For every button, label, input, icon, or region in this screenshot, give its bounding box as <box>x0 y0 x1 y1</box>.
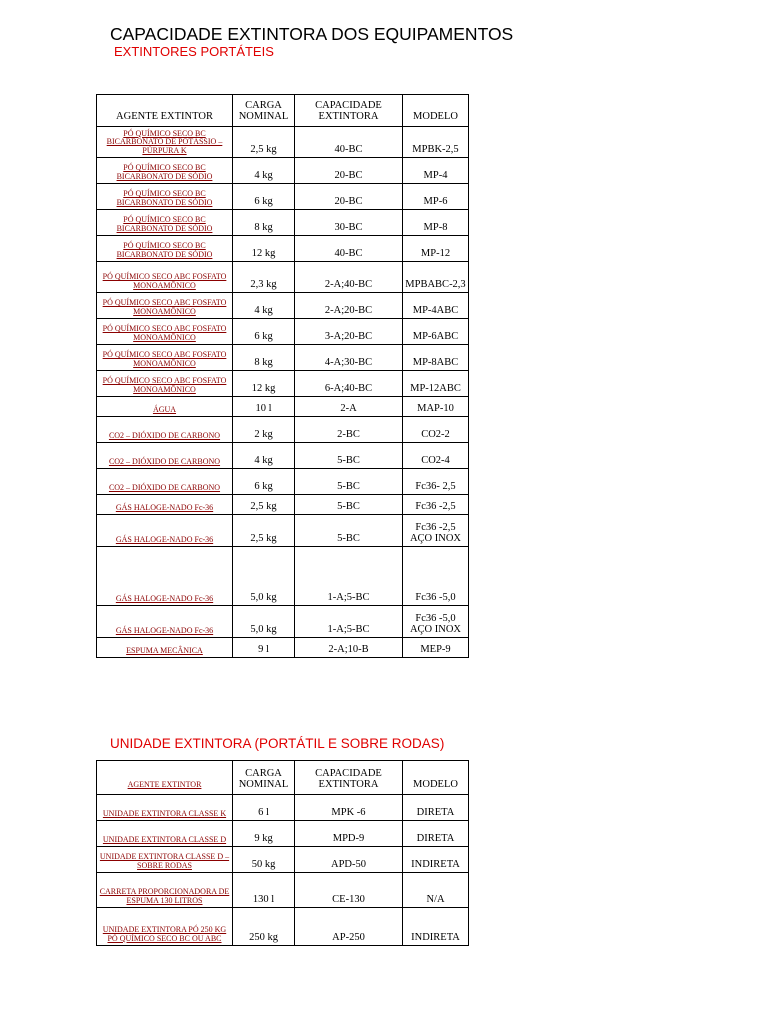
portable-extinguishers-table <box>96 94 469 658</box>
capacidade-cell: 5-BC <box>295 469 403 495</box>
capacidade-cell: 2-A;20-BC <box>295 293 403 319</box>
carga-cell: 5,0 kg <box>233 606 295 638</box>
modelo-cell: CO2-4 <box>403 443 469 469</box>
modelo-cell: MEP-9 <box>403 638 469 658</box>
capacidade-cell: 4-A;30-BC <box>295 345 403 371</box>
agent-cell[interactable]: ÁGUA <box>97 397 233 417</box>
capacidade-cell: 5-BC <box>295 495 403 515</box>
table-row <box>97 638 469 658</box>
agent-cell[interactable]: PÓ QUÍMICO SECO BC BICARBONATO DE SÓDIO <box>97 236 233 262</box>
modelo-cell: MP-6 <box>403 184 469 210</box>
table-row <box>97 158 469 184</box>
capacidade-cell: 20-BC <box>295 158 403 184</box>
table-row <box>97 847 469 873</box>
capacidade-cell: 2-BC <box>295 417 403 443</box>
agent-cell[interactable]: GÁS HALOGE-NADO Fc-36 <box>97 515 233 547</box>
table-row <box>97 495 469 515</box>
agent-cell[interactable]: UNIDADE EXTINTORA CLASSE D – SOBRE RODAS <box>97 847 233 873</box>
carga-cell: 6 l <box>233 795 295 821</box>
modelo-cell: Fc36- 2,5 <box>403 469 469 495</box>
capacidade-cell: 1-A;5-BC <box>295 547 403 606</box>
table-row <box>97 210 469 236</box>
agent-cell[interactable]: PÓ QUÍMICO SECO ABC FOSFATO MONOAMÔNICO <box>97 293 233 319</box>
page-title: CAPACIDADE EXTINTORA DOS EQUIPAMENTOS <box>110 24 514 44</box>
carga-cell: 6 kg <box>233 184 295 210</box>
agent-cell[interactable]: CO2 – DIÓXIDO DE CARBONO <box>97 443 233 469</box>
modelo-cell: MP-4 <box>403 158 469 184</box>
modelo-cell: DIRETA <box>403 821 469 847</box>
agent-cell[interactable]: PÓ QUÍMICO SECO ABC FOSFATO MONOAMÔNICO <box>97 371 233 397</box>
table-row <box>97 821 469 847</box>
modelo-cell: CO2-2 <box>403 417 469 443</box>
header-modelo: MODELO <box>403 761 469 795</box>
table-row <box>97 606 469 638</box>
agent-cell[interactable]: GÁS HALOGE-NADO Fc-36 <box>97 606 233 638</box>
capacidade-cell: CE-130 <box>295 873 403 908</box>
modelo-cell: MPBK-2,5 <box>403 127 469 158</box>
carga-cell: 2 kg <box>233 417 295 443</box>
capacidade-cell: 20-BC <box>295 184 403 210</box>
header-carga: CARGA NOMINAL <box>233 95 295 127</box>
header-agente: AGENTE EXTINTOR <box>97 95 233 127</box>
carga-cell: 4 kg <box>233 158 295 184</box>
agent-cell[interactable]: CARRETA PROPORCIONADORA DE ESPUMA 130 LITROS <box>97 873 233 908</box>
table-row <box>97 908 469 946</box>
agent-cell[interactable]: ESPUMA MECÂNICA <box>97 638 233 658</box>
agent-cell[interactable]: UNIDADE EXTINTORA PÓ 250 KG PÓ QUÍMICO SECO BC OU ABC <box>97 908 233 946</box>
carga-cell: 2,3 kg <box>233 262 295 293</box>
carga-cell: 4 kg <box>233 443 295 469</box>
capacidade-cell: MPK -6 <box>295 795 403 821</box>
carga-cell: 2,5 kg <box>233 515 295 547</box>
agent-cell[interactable]: PÓ QUÍMICO SECO ABC FOSFATO MONOAMÔNICO <box>97 319 233 345</box>
section-title-units: UNIDADE EXTINTORA (PORTÁTIL E SOBRE RODAS) <box>110 736 445 751</box>
carga-cell: 6 kg <box>233 319 295 345</box>
modelo-cell: MP-4ABC <box>403 293 469 319</box>
table-row <box>97 547 469 606</box>
agent-cell[interactable]: UNIDADE EXTINTORA CLASSE K <box>97 795 233 821</box>
agent-cell[interactable]: UNIDADE EXTINTORA CLASSE D <box>97 821 233 847</box>
modelo-cell: MP-8 <box>403 210 469 236</box>
table-header-row <box>97 761 469 795</box>
section-title-portable: EXTINTORES PORTÁTEIS <box>114 44 274 59</box>
capacidade-cell: 2-A;40-BC <box>295 262 403 293</box>
table-row <box>97 319 469 345</box>
carga-cell: 8 kg <box>233 210 295 236</box>
carga-cell: 8 kg <box>233 345 295 371</box>
capacidade-cell: 5-BC <box>295 515 403 547</box>
table-row <box>97 184 469 210</box>
agent-cell[interactable]: PÓ QUÍMICO SECO ABC FOSFATO MONOAMÔNICO <box>97 262 233 293</box>
carga-cell: 6 kg <box>233 469 295 495</box>
carga-cell: 5,0 kg <box>233 547 295 606</box>
table-row <box>97 236 469 262</box>
capacidade-cell: 30-BC <box>295 210 403 236</box>
carga-cell: 9 kg <box>233 821 295 847</box>
modelo-cell: MAP-10 <box>403 397 469 417</box>
table-header-row <box>97 95 469 127</box>
modelo-cell: MP-12 <box>403 236 469 262</box>
header-modelo: MODELO <box>403 95 469 127</box>
table-row <box>97 417 469 443</box>
agent-cell[interactable]: PÓ QUÍMICO SECO BC BICARBONATO DE SÓDIO <box>97 210 233 236</box>
modelo-cell: Fc36 -2,5 <box>403 495 469 515</box>
modelo-cell: MP-6ABC <box>403 319 469 345</box>
carga-cell: 12 kg <box>233 371 295 397</box>
capacidade-cell: 6-A;40-BC <box>295 371 403 397</box>
agent-cell[interactable]: GÁS HALOGE-NADO Fc-36 <box>97 495 233 515</box>
modelo-cell: INDIRETA <box>403 908 469 946</box>
agent-cell[interactable]: PÓ QUÍMICO SECO BC BICARBONATO DE SÓDIO <box>97 158 233 184</box>
table-row <box>97 469 469 495</box>
capacidade-cell: 2-A;10-B <box>295 638 403 658</box>
capacidade-cell: 5-BC <box>295 443 403 469</box>
modelo-cell: Fc36 -5,0 AÇO INOX <box>403 606 469 638</box>
modelo-cell: MPBABC-2,3 <box>403 262 469 293</box>
table-row <box>97 345 469 371</box>
modelo-cell: N/A <box>403 873 469 908</box>
table-row <box>97 293 469 319</box>
capacidade-cell: 1-A;5-BC <box>295 606 403 638</box>
carga-cell: 2,5 kg <box>233 495 295 515</box>
header-capacidade: CAPACIDADE EXTINTORA <box>295 95 403 127</box>
carga-cell: 2,5 kg <box>233 127 295 158</box>
agent-cell[interactable]: CO2 – DIÓXIDO DE CARBONO <box>97 417 233 443</box>
capacidade-cell: 40-BC <box>295 236 403 262</box>
header-carga: CARGA NOMINAL <box>233 761 295 795</box>
table-row <box>97 443 469 469</box>
table-row <box>97 795 469 821</box>
carga-cell: 10 l <box>233 397 295 417</box>
table-row <box>97 127 469 158</box>
carga-cell: 12 kg <box>233 236 295 262</box>
carga-cell: 50 kg <box>233 847 295 873</box>
modelo-cell: INDIRETA <box>403 847 469 873</box>
capacidade-cell: 3-A;20-BC <box>295 319 403 345</box>
modelo-cell: DIRETA <box>403 795 469 821</box>
capacidade-cell: MPD-9 <box>295 821 403 847</box>
table-row <box>97 262 469 293</box>
table-row <box>97 371 469 397</box>
table-row <box>97 397 469 417</box>
table-row <box>97 873 469 908</box>
capacidade-cell: AP-250 <box>295 908 403 946</box>
agent-cell[interactable]: PÓ QUÍMICO SECO BC BICARBONATO DE SÓDIO <box>97 184 233 210</box>
header-agente[interactable]: AGENTE EXTINTOR <box>97 761 233 795</box>
modelo-cell: MP-12ABC <box>403 371 469 397</box>
carga-cell: 130 l <box>233 873 295 908</box>
carga-cell: 250 kg <box>233 908 295 946</box>
table-row <box>97 515 469 547</box>
header-capacidade: CAPACIDADE EXTINTORA <box>295 761 403 795</box>
modelo-cell: Fc36 -2,5 AÇO INOX <box>403 515 469 547</box>
capacidade-cell: 2-A <box>295 397 403 417</box>
modelo-cell: Fc36 -5,0 <box>403 547 469 606</box>
agent-cell[interactable]: PÓ QUÍMICO SECO ABC FOSFATO MONOAMÔNICO <box>97 345 233 371</box>
extinguisher-units-table <box>96 760 469 946</box>
carga-cell: 9 l <box>233 638 295 658</box>
capacidade-cell: 40-BC <box>295 127 403 158</box>
capacidade-cell: APD-50 <box>295 847 403 873</box>
agent-cell[interactable]: GÁS HALOGE-NADO Fc-36 <box>97 547 233 606</box>
carga-cell: 4 kg <box>233 293 295 319</box>
agent-cell[interactable]: PÓ QUÍMICO SECO BC BICARBONATO DE POTÁSSIO – PÚRPURA K <box>97 127 233 158</box>
agent-cell[interactable]: CO2 – DIÓXIDO DE CARBONO <box>97 469 233 495</box>
modelo-cell: MP-8ABC <box>403 345 469 371</box>
